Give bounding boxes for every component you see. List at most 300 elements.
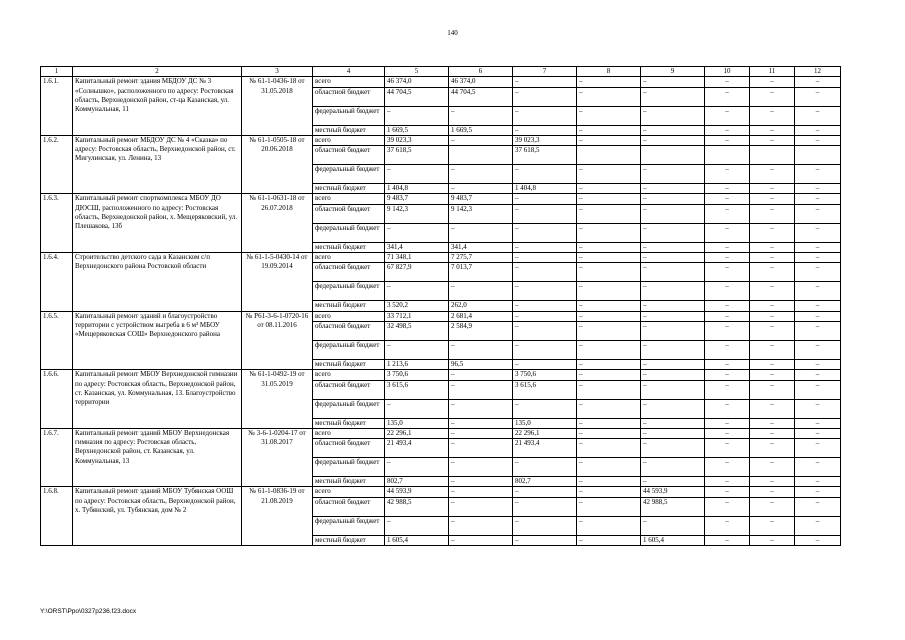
header-cell: 12 — [795, 67, 841, 77]
amount-cell: – — [705, 399, 750, 418]
amount-cell: – — [577, 321, 641, 340]
amount-cell: 1 213,6 — [385, 359, 449, 369]
amount-cell: – — [513, 497, 577, 516]
amount-cell: – — [641, 184, 705, 194]
amount-cell: 1 605,4 — [641, 535, 705, 545]
amount-cell: 71 348,1 — [385, 253, 449, 263]
amount-cell: – — [577, 194, 641, 204]
amount-cell: – — [449, 516, 513, 535]
amount-cell: – — [750, 184, 795, 194]
amount-cell: 1 605,4 — [385, 535, 449, 545]
amount-cell: 96,5 — [449, 359, 513, 369]
amount-cell: 9 483,7 — [385, 194, 449, 204]
amount-cell: – — [795, 380, 841, 399]
amount-cell: – — [750, 359, 795, 369]
amount-cell: – — [385, 106, 449, 125]
amount-cell: – — [577, 399, 641, 418]
funding-source: областной бюджет — [313, 380, 385, 399]
amount-cell: – — [577, 301, 641, 311]
amount-cell: – — [750, 282, 795, 301]
amount-cell: – — [449, 399, 513, 418]
funding-source: федеральный бюджет — [313, 223, 385, 242]
amount-cell: – — [385, 399, 449, 418]
amount-cell: – — [449, 340, 513, 359]
amount-cell: 67 827,9 — [385, 263, 449, 282]
amount-cell: – — [750, 458, 795, 477]
funding-source: всего — [313, 77, 385, 87]
amount-cell: – — [449, 282, 513, 301]
amount-cell: – — [795, 487, 841, 497]
amount-cell: – — [577, 477, 641, 487]
amount-cell: – — [641, 428, 705, 438]
amount-cell: – — [795, 253, 841, 263]
amount-cell: 3 750,6 — [385, 370, 449, 380]
amount-cell: – — [705, 458, 750, 477]
amount-cell: – — [795, 370, 841, 380]
amount-cell: – — [705, 106, 750, 125]
header-cell: 10 — [705, 67, 750, 77]
amount-cell: 7 013,7 — [449, 263, 513, 282]
funding-source: всего — [313, 370, 385, 380]
amount-cell: – — [641, 106, 705, 125]
amount-cell: – — [795, 340, 841, 359]
amount-cell: 135,0 — [513, 418, 577, 428]
amount-cell: – — [750, 399, 795, 418]
amount-cell: – — [705, 253, 750, 263]
amount-cell: – — [385, 223, 449, 242]
item-number: 1.6.6. — [41, 370, 73, 429]
header-cell: 4 — [313, 67, 385, 77]
amount-cell: – — [750, 311, 795, 321]
object-name: Строительство детского сада в Казанском с/п Верхнедонского района Ростовской области — [73, 253, 242, 312]
amount-cell: – — [513, 106, 577, 125]
funding-source: областной бюджет — [313, 263, 385, 282]
amount-cell: – — [449, 106, 513, 125]
object-name: Капитальный ремонт зданий МБОУ Верхнедонская гимназия по адресу: Ростовская область, Верхнедонской район, ст. Казанская, ул. Коммунальная, 13 — [73, 428, 242, 487]
document-number: № 61-1-5-0430-14 от 19.09.2014 — [242, 253, 313, 312]
document-number: № 61-1-0631-18 от 26.07.2018 — [242, 194, 313, 253]
amount-cell: 37 618,5 — [385, 146, 449, 165]
amount-cell: 341,4 — [385, 242, 449, 252]
header-cell: 7 — [513, 67, 577, 77]
amount-cell: – — [705, 204, 750, 223]
amount-cell — [795, 146, 841, 165]
amount-cell: – — [513, 77, 577, 87]
amount-cell: – — [705, 487, 750, 497]
amount-cell: – — [795, 184, 841, 194]
amount-cell: – — [577, 418, 641, 428]
amount-cell — [705, 146, 750, 165]
funding-source: федеральный бюджет — [313, 106, 385, 125]
amount-cell: – — [705, 242, 750, 252]
funding-source: областной бюджет — [313, 497, 385, 516]
amount-cell: – — [641, 165, 705, 184]
amount-cell: – — [385, 516, 449, 535]
table-row — [41, 77, 841, 87]
document-number: № 61-1-0836-19 от 21.08.2019 — [242, 487, 313, 546]
amount-cell: – — [795, 321, 841, 340]
amount-cell: – — [641, 204, 705, 223]
amount-cell: – — [513, 282, 577, 301]
amount-cell: – — [513, 263, 577, 282]
amount-cell: – — [750, 204, 795, 223]
amount-cell: – — [705, 194, 750, 204]
amount-cell: – — [513, 204, 577, 223]
object-name: Капитальный ремонт зданий и благоустройство территории с устройством выгреба в 6 м³ МБОУ «Мещеряковская СОШ» Верхнедонского района — [73, 311, 242, 370]
header-cell: 3 — [242, 67, 313, 77]
amount-cell: – — [795, 204, 841, 223]
funding-source: всего — [313, 487, 385, 497]
amount-cell: – — [513, 340, 577, 359]
amount-cell: – — [385, 165, 449, 184]
page-number: 140 — [447, 29, 458, 37]
amount-cell: – — [641, 477, 705, 487]
amount-cell: – — [577, 535, 641, 545]
funding-source: местный бюджет — [313, 242, 385, 252]
amount-cell: – — [385, 458, 449, 477]
amount-cell: – — [577, 282, 641, 301]
amount-cell: – — [513, 487, 577, 497]
amount-cell: – — [750, 106, 795, 125]
amount-cell: – — [795, 516, 841, 535]
amount-cell: – — [795, 418, 841, 428]
amount-cell: – — [641, 380, 705, 399]
amount-cell: – — [750, 242, 795, 252]
table-row — [41, 253, 841, 263]
amount-cell: – — [795, 458, 841, 477]
amount-cell: – — [795, 497, 841, 516]
funding-source: местный бюджет — [313, 359, 385, 369]
amount-cell: – — [641, 321, 705, 340]
amount-cell: – — [513, 87, 577, 106]
amount-cell: – — [449, 184, 513, 194]
amount-cell: – — [750, 380, 795, 399]
header-cell: 1 — [41, 67, 73, 77]
amount-cell: – — [750, 87, 795, 106]
amount-cell: 9 483,7 — [449, 194, 513, 204]
amount-cell: – — [750, 223, 795, 242]
amount-cell: – — [449, 370, 513, 380]
amount-cell: 21 493,4 — [513, 439, 577, 458]
file-path-footer: Y:\ORST\Ppo\0327p236.f23.docx — [40, 608, 137, 615]
amount-cell: – — [449, 418, 513, 428]
funding-source: местный бюджет — [313, 184, 385, 194]
amount-cell: – — [641, 77, 705, 87]
document-number: № 61-1-0436-18 от 31.05.2018 — [242, 77, 313, 136]
amount-cell: – — [705, 418, 750, 428]
header-cell: 6 — [449, 67, 513, 77]
amount-cell: – — [641, 340, 705, 359]
amount-cell: – — [795, 77, 841, 87]
funding-source: областной бюджет — [313, 204, 385, 223]
amount-cell: – — [513, 535, 577, 545]
amount-cell: – — [641, 263, 705, 282]
amount-cell: – — [750, 516, 795, 535]
amount-cell: – — [750, 535, 795, 545]
amount-cell: – — [513, 516, 577, 535]
amount-cell: – — [641, 223, 705, 242]
amount-cell: – — [795, 311, 841, 321]
amount-cell: – — [795, 242, 841, 252]
amount-cell: – — [705, 263, 750, 282]
amount-cell: 44 704,5 — [385, 87, 449, 106]
amount-cell: 262,0 — [449, 301, 513, 311]
amount-cell: 3 615,6 — [513, 380, 577, 399]
amount-cell: – — [449, 439, 513, 458]
amount-cell: – — [449, 165, 513, 184]
amount-cell: 2 584,9 — [449, 321, 513, 340]
amount-cell: 3 520,2 — [385, 301, 449, 311]
amount-cell: – — [513, 359, 577, 369]
funding-source: федеральный бюджет — [313, 165, 385, 184]
table-row — [41, 487, 841, 497]
amount-cell: – — [705, 311, 750, 321]
amount-cell: – — [705, 380, 750, 399]
amount-cell: – — [795, 477, 841, 487]
document-number: № 3-6-1-0204-17 от 31.08.2017 — [242, 428, 313, 487]
funding-source: местный бюджет — [313, 301, 385, 311]
amount-cell: – — [705, 497, 750, 516]
amount-cell: – — [705, 184, 750, 194]
table-row — [41, 135, 841, 145]
table-row — [41, 311, 841, 321]
amount-cell: – — [750, 321, 795, 340]
header-cell: 11 — [750, 67, 795, 77]
amount-cell: 21 493,4 — [385, 439, 449, 458]
amount-cell: 2 681,4 — [449, 311, 513, 321]
amount-cell — [577, 146, 641, 165]
funding-source: федеральный бюджет — [313, 516, 385, 535]
amount-cell: – — [513, 223, 577, 242]
amount-cell: 9 142,3 — [449, 204, 513, 223]
item-number: 1.6.4. — [41, 253, 73, 312]
amount-cell: – — [705, 125, 750, 135]
amount-cell: – — [705, 135, 750, 145]
amount-cell: 1 669,5 — [385, 125, 449, 135]
amount-cell: – — [795, 399, 841, 418]
amount-cell: – — [750, 340, 795, 359]
amount-cell: – — [641, 399, 705, 418]
amount-cell: – — [513, 125, 577, 135]
amount-cell: – — [750, 418, 795, 428]
amount-cell: 44 704,5 — [449, 87, 513, 106]
funding-source: федеральный бюджет — [313, 399, 385, 418]
amount-cell: – — [577, 428, 641, 438]
amount-cell: 44 593,9 — [641, 487, 705, 497]
amount-cell: – — [577, 253, 641, 263]
amount-cell: – — [705, 340, 750, 359]
header-cell: 9 — [641, 67, 705, 77]
amount-cell: – — [705, 282, 750, 301]
amount-cell: – — [795, 301, 841, 311]
amount-cell: – — [641, 242, 705, 252]
amount-cell: 9 142,3 — [385, 204, 449, 223]
amount-cell: 341,4 — [449, 242, 513, 252]
amount-cell: – — [513, 458, 577, 477]
object-name: Капитальный ремонт зданий МБОУ Тубянская ООШ по адресу: Ростовская область, Верхнедонской район, х. Тубянский, ул. Тубянская, дом № 2 — [73, 487, 242, 546]
amount-cell: 22 296,1 — [513, 428, 577, 438]
amount-cell: – — [750, 77, 795, 87]
amount-cell: – — [577, 439, 641, 458]
amount-cell: – — [577, 359, 641, 369]
amount-cell: – — [577, 184, 641, 194]
amount-cell: – — [705, 428, 750, 438]
amount-cell: – — [705, 439, 750, 458]
amount-cell: – — [449, 135, 513, 145]
amount-cell: – — [513, 301, 577, 311]
amount-cell: – — [705, 77, 750, 87]
amount-cell: – — [577, 380, 641, 399]
amount-cell: – — [513, 165, 577, 184]
amount-cell: – — [750, 253, 795, 263]
amount-cell: – — [513, 399, 577, 418]
amount-cell: – — [705, 165, 750, 184]
amount-cell: – — [795, 87, 841, 106]
funding-source: всего — [313, 311, 385, 321]
amount-cell: – — [577, 204, 641, 223]
amount-cell: – — [795, 439, 841, 458]
amount-cell: 33 712,1 — [385, 311, 449, 321]
amount-cell: – — [577, 487, 641, 497]
amount-cell: – — [750, 439, 795, 458]
amount-cell: 42 988,5 — [385, 497, 449, 516]
amount-cell: – — [795, 223, 841, 242]
amount-cell: – — [795, 359, 841, 369]
funding-source: местный бюджет — [313, 125, 385, 135]
funding-source: федеральный бюджет — [313, 282, 385, 301]
amount-cell: – — [750, 263, 795, 282]
table-row — [41, 194, 841, 204]
object-name: Капитальный ремонт МБОУ Верхнедонской гимназии по адресу: Ростовская область, Верхнедонской район, ст. Казанская, ул. Коммунальная, 13. Благоустройство территории — [73, 370, 242, 429]
amount-cell: 37 618,5 — [513, 146, 577, 165]
amount-cell: – — [795, 535, 841, 545]
amount-cell: – — [705, 516, 750, 535]
amount-cell: 135,0 — [385, 418, 449, 428]
funding-source: всего — [313, 253, 385, 263]
funding-source: всего — [313, 194, 385, 204]
object-name: Капитальный ремонт здания МБДОУ ДС № 3 «Солнышко», расположенного по адресу: Ростовская область, Верхнедонской район, ст-ца Казанская, ул. Коммунальная, 11 — [73, 77, 242, 136]
amount-cell: – — [513, 311, 577, 321]
amount-cell: – — [750, 125, 795, 135]
amount-cell: – — [705, 321, 750, 340]
amount-cell: – — [577, 497, 641, 516]
amount-cell: – — [795, 125, 841, 135]
header-cell: 8 — [577, 67, 641, 77]
amount-cell: – — [385, 340, 449, 359]
amount-cell: – — [705, 223, 750, 242]
amount-cell: – — [641, 311, 705, 321]
funding-source: областной бюджет — [313, 146, 385, 165]
amount-cell: – — [750, 370, 795, 380]
document-number: № Р61-3-6-1-0720-16 от 08.11.2016 — [242, 311, 313, 370]
amount-cell: – — [641, 194, 705, 204]
amount-cell: 3 750,6 — [513, 370, 577, 380]
amount-cell: – — [449, 477, 513, 487]
amount-cell: – — [750, 497, 795, 516]
amount-cell: – — [795, 263, 841, 282]
funding-source: всего — [313, 135, 385, 145]
item-number: 1.6.2. — [41, 135, 73, 194]
amount-cell: – — [750, 301, 795, 311]
amount-cell: 3 615,6 — [385, 380, 449, 399]
amount-cell: – — [750, 194, 795, 204]
funding-source: всего — [313, 428, 385, 438]
amount-cell: – — [577, 87, 641, 106]
amount-cell: 44 593,9 — [385, 487, 449, 497]
funding-source: областной бюджет — [313, 439, 385, 458]
amount-cell: – — [577, 311, 641, 321]
amount-cell — [641, 146, 705, 165]
amount-cell: – — [705, 370, 750, 380]
amount-cell: – — [577, 263, 641, 282]
program-table — [40, 66, 841, 546]
item-number: 1.6.1. — [41, 77, 73, 136]
funding-source: областной бюджет — [313, 87, 385, 106]
funding-source: местный бюджет — [313, 535, 385, 545]
amount-cell: – — [750, 165, 795, 184]
amount-cell: – — [577, 223, 641, 242]
amount-cell: – — [513, 242, 577, 252]
amount-cell: – — [449, 487, 513, 497]
amount-cell — [449, 146, 513, 165]
amount-cell: – — [641, 439, 705, 458]
table-row — [41, 428, 841, 438]
amount-cell: – — [795, 194, 841, 204]
amount-cell: – — [641, 516, 705, 535]
amount-cell: – — [577, 370, 641, 380]
object-name: Капитальный ремонт МБДОУ ДС № 4 «Сказка» по адресу: Ростовская область, Верхнедонской район, ст. Мигулинская, ул. Ленина, 13 — [73, 135, 242, 194]
amount-cell: 46 374,0 — [385, 77, 449, 87]
amount-cell: – — [513, 253, 577, 263]
amount-cell: – — [449, 458, 513, 477]
amount-cell: – — [795, 135, 841, 145]
amount-cell: – — [449, 497, 513, 516]
amount-cell: 1 404,8 — [513, 184, 577, 194]
amount-cell: – — [641, 458, 705, 477]
funding-source: федеральный бюджет — [313, 458, 385, 477]
amount-cell: – — [750, 428, 795, 438]
document-number: № 61-1-0505-18 от 20.06.2018 — [242, 135, 313, 194]
amount-cell: – — [449, 428, 513, 438]
amount-cell: 22 296,1 — [385, 428, 449, 438]
amount-cell: 39 023,3 — [513, 135, 577, 145]
amount-cell: – — [705, 535, 750, 545]
amount-cell: 32 498,5 — [385, 321, 449, 340]
amount-cell: – — [449, 380, 513, 399]
amount-cell: – — [750, 487, 795, 497]
amount-cell: 39 023,3 — [385, 135, 449, 145]
item-number: 1.6.8. — [41, 487, 73, 546]
item-number: 1.6.3. — [41, 194, 73, 253]
amount-cell: – — [577, 516, 641, 535]
item-number: 1.6.5. — [41, 311, 73, 370]
amount-cell: – — [641, 87, 705, 106]
amount-cell: – — [641, 125, 705, 135]
amount-cell: – — [795, 165, 841, 184]
amount-cell: – — [385, 282, 449, 301]
header-cell: 2 — [73, 67, 242, 77]
amount-cell: – — [705, 477, 750, 487]
table-body — [41, 77, 841, 546]
amount-cell: – — [513, 194, 577, 204]
amount-cell: – — [449, 535, 513, 545]
amount-cell: – — [577, 242, 641, 252]
amount-cell: – — [641, 253, 705, 263]
amount-cell — [750, 146, 795, 165]
amount-cell: 42 988,5 — [641, 497, 705, 516]
amount-cell: – — [577, 135, 641, 145]
amount-cell: 1 404,8 — [385, 184, 449, 194]
